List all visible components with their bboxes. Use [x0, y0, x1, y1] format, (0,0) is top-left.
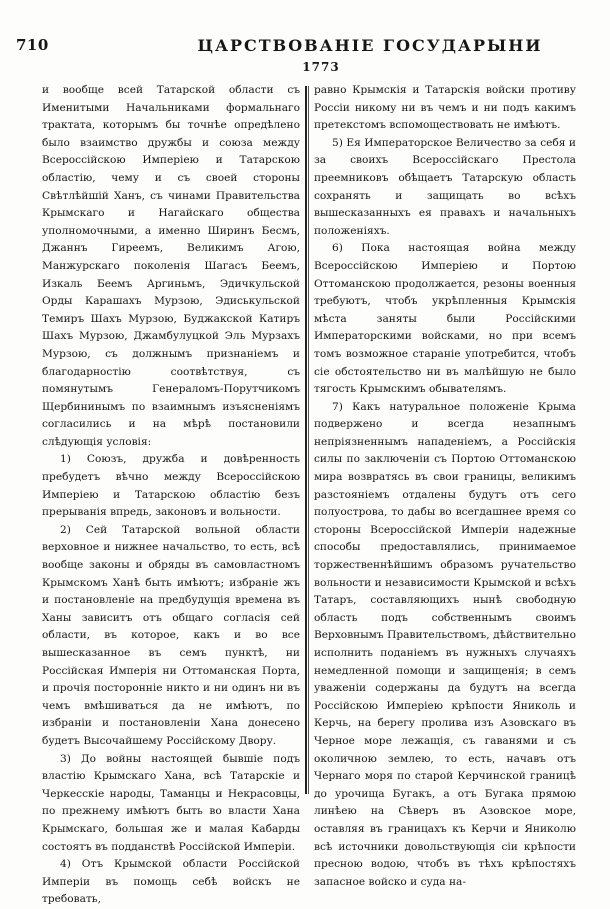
- paragraph: 7) Какъ натуральное положеніе Крыма подвержено и всегда незапнымъ непріязненнымъ нападеніемъ, а Россійскія силы по заключеніи съ Портою Оттоманскою мира возвратясь въ свои границы, великимъ разстояніемъ отдалены будутъ отъ сего полуострова, то дабы во всегдашнее время со стороны Всероссійской Имперіи надежные способы предоставлялись, принимаемое торжественнѣйшимъ образомъ ручательство вольности и независимости Крымской и всѣхъ Татаръ, составляющихъ нынѣ свободную область подъ собственнымъ своимъ Верховнымъ Правительствомъ, дѣйствительно исполнить поданіемъ въ нужныхъ случаяхъ немедленной помощи и защищенія; в семъ уваженіи содержаны да будутъ на всегда Россійскою Имперіею крѣпости Яниколь и Керчь, на берегу пролива изъ Азовскаго въ Черное море лежащія, съ гаванями и съ околичною землею, то есть, начавъ отъ Чернаго моря по старой Керчинской границѣ до урочища Бугакъ, а отъ Бугака прямою линѣею на Сѣверъ въ Азовское море, оставляя въ границахъ къ Керчи и Яниколю всѣ источники довольствующія сіи крѣпости пресною водою, чтобъ въ тѣхъ крѣпостяхъ запасное войско и суда на-: [314, 400, 576, 888]
- year-heading: 1773: [302, 60, 340, 74]
- paragraph: 5) Ея Императорское Величество за себя и за своихъ Всероссійскаго Престола преемниковъ обѣщаетъ Татарскую область сохранять и защищать во всѣхъ вышесказанныхъ ея правахъ и начальныхъ положеніяхъ.: [314, 136, 576, 237]
- paragraph: 4) Отъ Крымской области Россійской Имперіи въ помощь себѣ войскъ не требовать,: [42, 858, 300, 906]
- column-divider: [305, 86, 307, 794]
- running-title: ЦАРСТВОВАНІЕ ГОСУДАРЫНИ: [197, 36, 543, 55]
- right-column: [314, 82, 576, 888]
- paragraph: 3) До войны настоящей бывшіе подъ властію Крымскаго Хана, всѣ Татарскіе и Черкесскіе народы, Таманцы и Некрасовцы, по прежнему имѣютъ быть во власти Хана Крымскаго, большая же и малая Кабарды состоятъ въ подданствѣ Россійской Имперіи.: [42, 752, 300, 853]
- paragraph: и вообще всей Татарской области съ Именитыми Начальниками формальнаго трактата, которымъ бы точнѣе опредѣлено было взаимство дружбы и союза между Всероссійскою Имперіею и Татарскою областію, чему и съ своей стороны Свѣтлѣйшій Ханъ, съ чинами Правительства Крымскаго и Нагайскаго общества уполномочными, а именно Ширинъ Бесмъ, Джаннъ Гиреемъ, Великимъ Агою, Манжурскаго поколенія Шагасъ Беемъ, Изкаль Беемъ Аргиньмъ, Эдичкульской Орды Карашахъ Мурзою, Эдиськульской Темиръ Шахъ Мурзою, Буджакской Катиръ Шахъ Мурзою, Джамбулуцкой Эль Мурзахъ Мурзою, съ должнымъ признаніемъ и благодарностію соотвѣтствуя, съ помянутымъ Генераломъ-Порутчикомъ Щербининымъ по взаимнымъ изъясненіямъ согласились и на мѣрѣ постановили слѣдующія условія:: [42, 84, 300, 448]
- paragraph: 2) Сей Татарской вольной области верховное и нижнее начальство, то есть, всѣ вообще законы и обряды въ самовластномъ Крымскомъ Ханѣ быть имѣютъ; избраніе жъ и постановленіе на предбудущія времена въ Ханы зависитъ отъ общаго согласія сей области, въ которое, какъ и во все вышесказанное въ семъ пунктѣ, ни Россійская Имперія ни Оттоманская Порта, и прочія посторонніе никто и ни одинъ ни въ чемъ вмѣшиваться да не имѣютъ, по избраніи и постановленіи Хана донесено будетъ Высочайшему Россійскому Двору.: [42, 523, 300, 747]
- left-column: [42, 82, 300, 906]
- paragraph: равно Крымскія и Татарскія войски противу Россіи никому ни въ чемъ и ни подъ какимъ претекстомъ вспомоществовать не имѣютъ.: [314, 84, 576, 132]
- paragraph: 6) Пока настоящая война между Всероссійскою Имперіею и Портою Оттоманскою продолжается, резоны военныя требуютъ, чтобъ укрѣпленныя Крымскія мѣста заняты были Россійскими Императорскими войсками, но при всемъ томъ возможное стараніе употребится, чтобъ сіе обстоятельство ни въ малѣйшую не было тягость Крымскимъ обывателямъ.: [314, 242, 576, 396]
- paragraph: 1) Союзъ, дружба и довѣренность пребудетъ вѣчно между Всероссійскою Имперіею и Татарскою областію безъ прерыванія впредь, законовъ и вольности.: [42, 453, 300, 519]
- page-number: 710: [16, 36, 49, 54]
- column-divider-thin: [308, 86, 309, 794]
